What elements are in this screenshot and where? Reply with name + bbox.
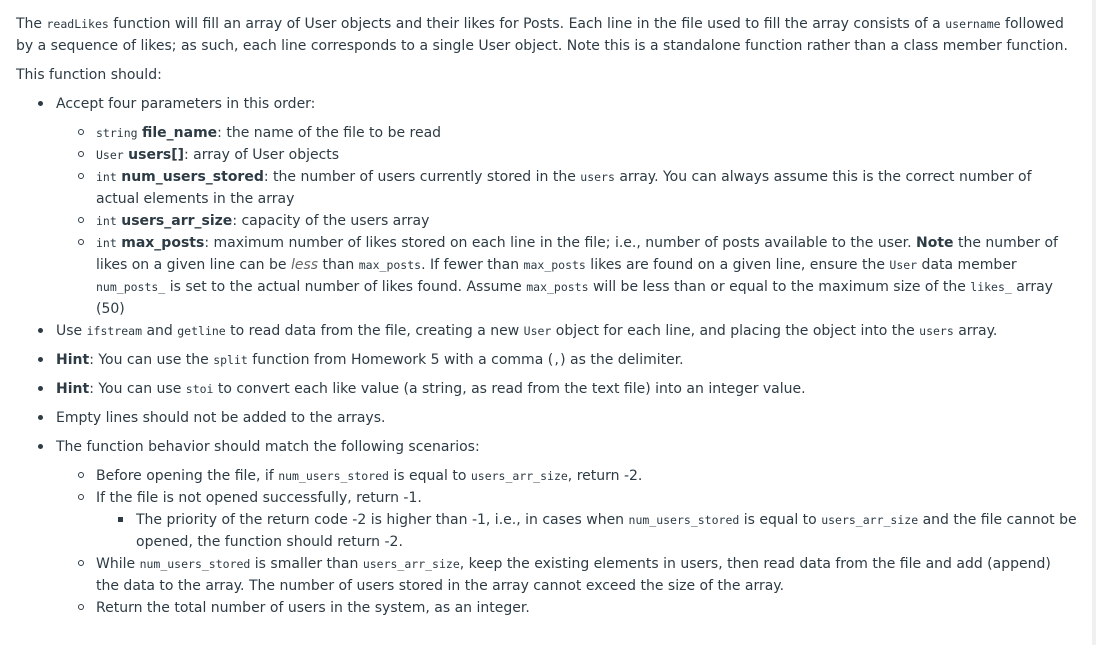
scenario-item: If the file is not opened successfully, return -1. The priority of the return code -2 is higher than -1, i.e., in cases when num_users_stored is equal to users_arr_size and the file cannot be opened, the function should return -2. (56, 487, 1078, 553)
list-item-params: Accept four parameters in this order: string file_name: the name of the file to be read User users[]: array of User objects int num_users_stored: the number of users currently stored in the users array. You can always assume this is the correct number of actual elements in the array int users_arr_size: capacity of the users array int max_posts: maximum number of likes stored on each line in the file; i.e., number of posts available to the user. Note the number of likes on a given line can be less than max_posts. If fewer than max_posts likes are found on a given line, ensure the User data member num_posts_ is set to the actual number of likes found. Assume max_posts will be less than or equal to the maximum size of the likes_ array (50) (16, 93, 1078, 320)
list-item-hint: Hint: You can use stoi to convert each like value (a string, as read from the text file) into an integer value. (16, 378, 1078, 400)
inline-code: readLikes (46, 17, 109, 31)
param-item: int users_arr_size: capacity of the users array (56, 210, 1078, 232)
param-item: User users[]: array of User objects (56, 144, 1078, 166)
scenario-item: Before opening the file, if num_users_stored is equal to users_arr_size, return -2. (56, 465, 1078, 487)
scenario-item: Return the total number of users in the system, as an integer. (56, 597, 1078, 619)
requirements-list (16, 93, 1078, 619)
list-item-behavior: The function behavior should match the following scenarios: Before opening the file, if num_users_stored is equal to users_arr_size, return -2. If the file is not opened successfully, return -1. The priority of the return code -2 is higher than -1, i.e., in cases when num_users_stored is equal to users_arr_size and the file cannot be opened, the function should return -2. While num_users_stored is smaller than users_arr_size, keep the existing elements in users, then read data from the file and add (append) the data to the array. The number of users stored in the array cannot exceed the size of the array. Return the total number of users in the system, as an integer. (16, 436, 1078, 619)
inline-code: username (945, 17, 1001, 31)
scenario-sublist (96, 509, 1078, 553)
params-list (56, 122, 1078, 320)
scenario-item: While num_users_stored is smaller than users_arr_size, keep the existing elements in users, then read data from the file and add (append) the data to the array. The number of users stored in the array cannot exceed the size of the array. (56, 553, 1078, 597)
scenario-subitem: The priority of the return code -2 is higher than -1, i.e., in cases when num_users_stored is equal to users_arr_size and the file cannot be opened, the function should return -2. (96, 509, 1078, 553)
list-item-use: Use ifstream and getline to read data from the file, creating a new User object for each line, and placing the object into the users array. (16, 320, 1078, 342)
param-item: string file_name: the name of the file to be read (56, 122, 1078, 144)
scenarios-list (56, 465, 1078, 619)
list-item-empty: Empty lines should not be added to the arrays. (16, 407, 1078, 429)
intro-paragraph: The readLikes function will fill an array of User objects and their likes for Posts. Each line in the file used to fill the array consists of a username followed by a sequence of likes; as such, each line corresponds to a single User object. Note this is a standalone function rather than a class member function. (16, 16, 1069, 54)
assignment-content (16, 13, 1078, 619)
param-item: int max_posts: maximum number of likes stored on each line in the file; i.e., number of posts available to the user. Note the number of likes on a given line can be less than max_posts. If fewer than max_posts likes are found on a given line, ensure the User data member num_posts_ is set to the actual number of likes found. Assume max_posts will be less than or equal to the maximum size of the likes_ array (50) (56, 232, 1078, 320)
list-item-hint: Hint: You can use the split function from Homework 5 with a comma (,) as the delimiter. (16, 349, 1078, 371)
scrollbar[interactable] (1092, 0, 1096, 645)
param-item: int num_users_stored: the number of users currently stored in the users array. You can always assume this is the correct number of actual elements in the array (56, 166, 1078, 210)
lead-paragraph: This function should: (16, 67, 162, 83)
